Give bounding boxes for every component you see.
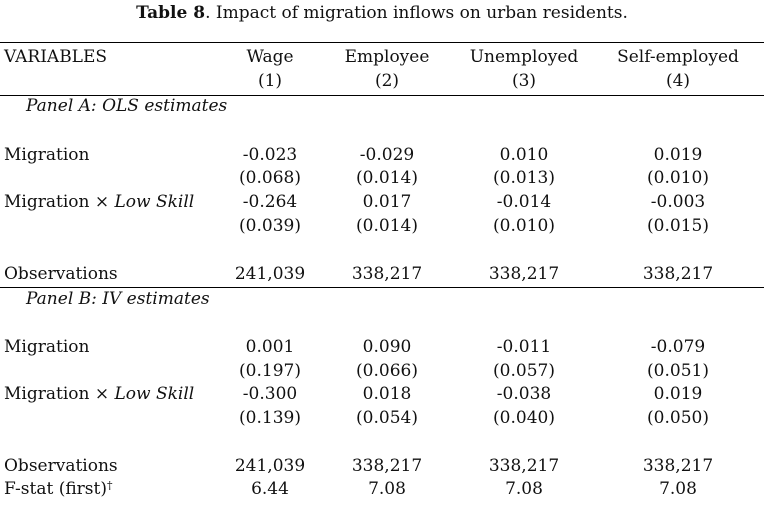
panel-a-interaction-coef-3: -0.014 [496,192,552,212]
column-number-2: (2) [374,71,400,91]
panel-a-interaction-coef-4: -0.003 [650,192,706,212]
caption-text: . Impact of migration inflows on urban residents. [205,3,628,23]
panel-a-migration-label: Migration [4,145,90,165]
panel-a-migration-se-3: (0.013) [493,168,555,188]
panel-b-migration-se-3: (0.057) [493,361,555,381]
panel-a-migration-coef-3: 0.010 [499,145,549,165]
panel-rule [0,287,764,288]
panel-a-interaction-se-2: (0.014) [356,216,418,236]
table-caption [136,3,628,23]
panel-a-interaction-coef-1: -0.264 [242,192,298,212]
panel-b-title: Panel B: IV estimates [26,289,210,309]
panel-a-interaction-se-1: (0.039) [239,216,301,236]
panel-a-title: Panel A: OLS estimates [26,96,228,116]
panel-a-migration-coef-4: 0.019 [653,145,703,165]
panel-b-migration-label: Migration [4,337,90,357]
interaction-label-prefix: Migration × [4,384,115,404]
panel-b-observations-2: 338,217 [351,456,423,476]
panel-b-interaction-coef-3: -0.038 [496,384,552,404]
column-header-wage: Wage [246,47,294,67]
panel-a-migration-se-2: (0.014) [356,168,418,188]
table-label: Table 8 [136,3,206,23]
fstat-label-text: F-stat (first) [4,479,107,499]
column-header-unemployed: Unemployed [469,47,579,67]
panel-b-interaction-label [4,384,194,404]
panel-a-interaction-se-4: (0.015) [647,216,709,236]
panel-b-migration-se-2: (0.066) [356,361,418,381]
panel-a-interaction-coef-2: 0.017 [362,192,412,212]
variables-header: VARIABLES [4,47,108,67]
panel-a-migration-se-4: (0.010) [647,168,709,188]
dagger-mark: † [107,479,113,492]
column-header-self-employed: Self-employed [617,47,739,67]
fstat-value-4: 7.08 [659,479,697,499]
interaction-label-low-skill: Low Skill [114,192,195,212]
panel-b-interaction-se-4: (0.050) [647,408,709,428]
panel-b-interaction-se-3: (0.040) [493,408,555,428]
panel-a-observations-1: 241,039 [234,264,306,284]
panel-b-observations-3: 338,217 [488,456,560,476]
fstat-value-3: 7.08 [505,479,543,499]
panel-b-migration-coef-2: 0.090 [362,337,412,357]
panel-a-observations-3: 338,217 [488,264,560,284]
column-number-1: (1) [257,71,283,91]
panel-a-observations-4: 338,217 [642,264,714,284]
panel-a-interaction-label [4,192,194,212]
panel-b-migration-coef-3: -0.011 [496,337,552,357]
fstat-value-1: 6.44 [251,479,289,499]
panel-b-observations-4: 338,217 [642,456,714,476]
panel-b-interaction-coef-1: -0.300 [242,384,298,404]
column-number-4: (4) [665,71,691,91]
panel-a-migration-coef-1: -0.023 [242,145,298,165]
panel-a-migration-se-1: (0.068) [239,168,301,188]
fstat-label [4,479,113,499]
panel-b-observations-1: 241,039 [234,456,306,476]
panel-a-interaction-se-3: (0.010) [493,216,555,236]
top-rule [0,42,764,43]
interaction-label-prefix: Migration × [4,192,115,212]
panel-b-observations-label: Observations [4,456,118,476]
fstat-value-2: 7.08 [368,479,406,499]
panel-b-migration-coef-4: -0.079 [650,337,706,357]
column-number-3: (3) [511,71,537,91]
panel-b-interaction-se-1: (0.139) [239,408,301,428]
interaction-label-low-skill: Low Skill [114,384,195,404]
panel-b-interaction-coef-2: 0.018 [362,384,412,404]
panel-b-migration-coef-1: 0.001 [245,337,295,357]
panel-b-migration-se-4: (0.051) [647,361,709,381]
panel-a-migration-coef-2: -0.029 [359,145,415,165]
panel-b-migration-se-1: (0.197) [239,361,301,381]
panel-a-observations-label: Observations [4,264,118,284]
panel-b-interaction-coef-4: 0.019 [653,384,703,404]
column-header-employee: Employee [344,47,430,67]
panel-b-interaction-se-2: (0.054) [356,408,418,428]
panel-a-observations-2: 338,217 [351,264,423,284]
